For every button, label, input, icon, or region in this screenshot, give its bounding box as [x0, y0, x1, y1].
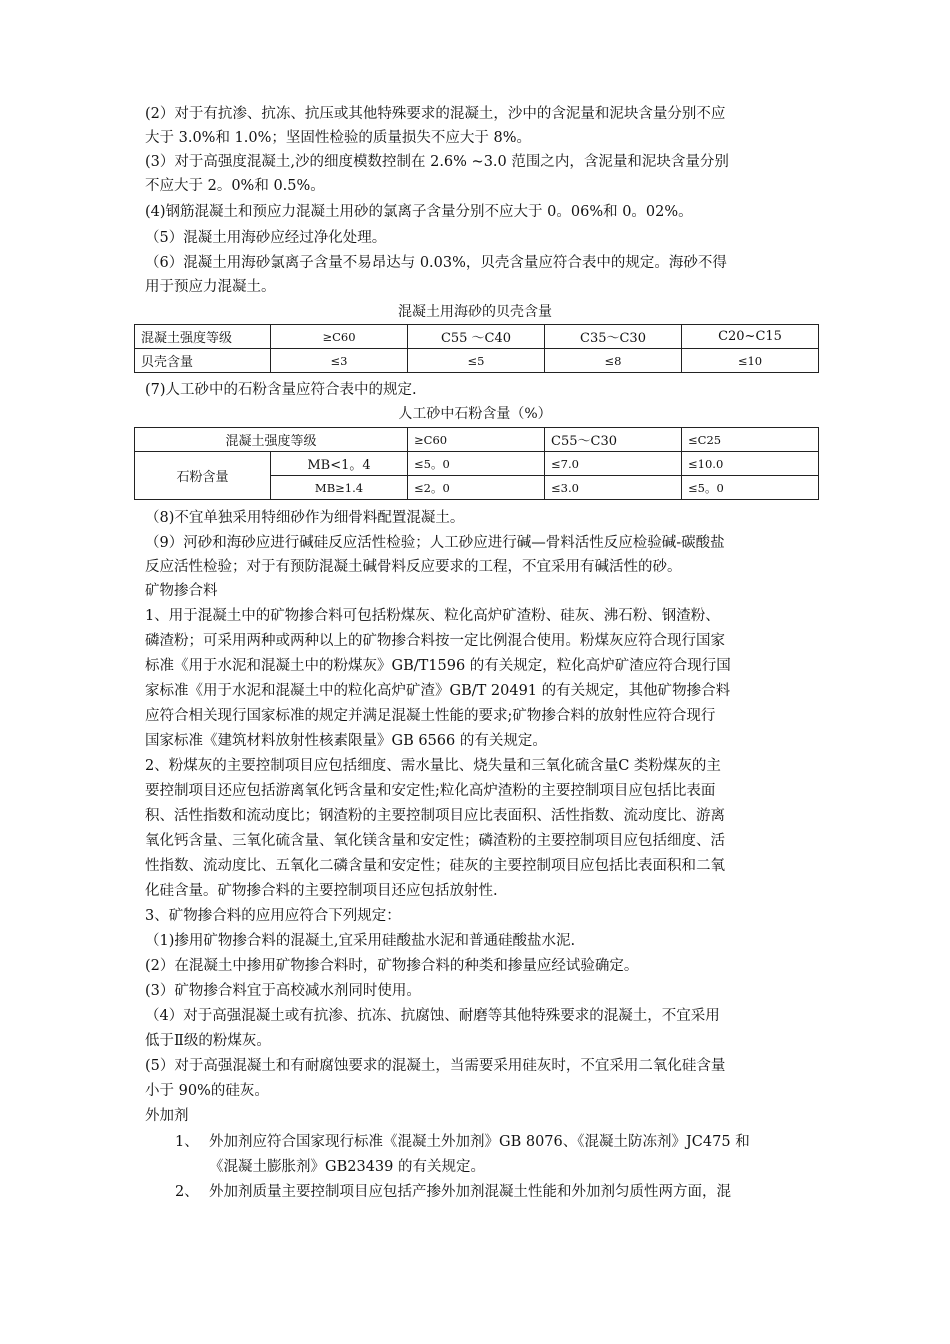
text-line: （5）混凝土用海砂应经过净化处理。 — [145, 230, 387, 246]
text-line: 标准《用于水泥和混凝土中的粉煤灰》GB/T1596 的有关规定，粒化高炉矿渣应符合现行国 — [145, 658, 731, 674]
shell-content-table — [134, 324, 819, 373]
text-line: 磷渣粉；可采用两种或两种以上的矿物掺合料按一定比例混合使用。粉煤灰应符合现行国家 — [145, 633, 725, 649]
table-cell: ≤10 — [682, 349, 819, 373]
text-line: （8)不宜单独采用特细砂作为细骨料配置混凝土。 — [145, 510, 465, 526]
table-cell: ≤3 — [271, 349, 408, 373]
text-line: 积、活性指数和流动度比；钢渣粉的主要控制项目应比表面积、活性指数、流动度比、游离 — [145, 808, 725, 824]
text-line: （6）混凝土用海砂氯离子含量不易昂达与 0.03%，贝壳含量应符合表中的规定。海砂不得 — [145, 255, 727, 271]
text-line: (7)人工砂中的石粉含量应符合表中的规定. — [145, 382, 417, 398]
table-caption: 混凝土用海砂的贝壳含量 — [398, 304, 552, 320]
table-header-cell: ≥C60 — [408, 428, 545, 452]
table-row-label: 石粉含量 — [135, 452, 271, 500]
table-header-cell: 混凝土强度等级 — [135, 428, 408, 452]
list-item-text: 外加剂质量主要控制项目应包括产掺外加剂混凝土性能和外加剂匀质性两方面，混 — [209, 1184, 731, 1200]
text-line: 用于预应力混凝土。 — [145, 279, 276, 295]
text-line: 家标准《用于水泥和混凝土中的粒化高炉矿渣》GB/T 20491 的有关规定，其他矿物掺合料 — [145, 683, 731, 699]
text-line: （4）对于高强混凝土或有抗渗、抗冻、抗腐蚀、耐磨等其他特殊要求的混凝土，不宜采用 — [145, 1008, 720, 1024]
text-line: 2、粉煤灰的主要控制项目应包括细度、需水量比、烧失量和三氧化硫含量C 类粉煤灰的主 — [145, 758, 721, 774]
section-heading: 矿物掺合料 — [145, 583, 218, 599]
table-caption: 人工砂中石粉含量（%） — [398, 406, 552, 422]
text-line: 3、矿物掺合料的应用应符合下列规定： — [145, 908, 401, 924]
table-header-cell: C55 ～C40 — [408, 325, 545, 349]
list-item-text: 《混凝土膨胀剂》GB23439 的有关规定。 — [209, 1159, 485, 1175]
text-line: 性指数、流动度比、五氧化二磷含量和安定性；硅灰的主要控制项目应包括比表面积和二氧 — [145, 858, 725, 874]
table-header-cell: C55～C30 — [545, 428, 682, 452]
text-line: 氧化钙含量、三氧化硫含量、氧化镁含量和安定性；磷渣粉的主要控制项目应包括细度、活 — [145, 833, 725, 849]
table-cell: ≤2。0 — [408, 476, 545, 500]
text-line: (3）对于高强度混凝土,沙的细度模数控制在 2.6% ~3.0 范围之内，含泥量和泥块含量分别 — [145, 154, 729, 170]
text-line: 应符合相关现行国家标准的规定并满足混凝土性能的要求;矿物掺合料的放射性应符合现行 — [145, 708, 716, 724]
table-row — [135, 349, 819, 373]
text-line: 反应活性检验；对于有预防混凝土碱骨料反应要求的工程，不宜采用有碱活性的砂。 — [145, 559, 682, 575]
table-header-row — [135, 325, 819, 349]
section-heading: 外加剂 — [145, 1108, 189, 1124]
table-header-cell: C20~C15 — [682, 325, 819, 349]
text-line: 1、用于混凝土中的矿物掺合料可包括粉煤灰、粒化高炉矿渣粉、硅灰、沸石粉、钢渣粉、 — [145, 608, 720, 624]
text-line: (4)钢筋混凝土和预应力混凝土用砂的氯离子含量分别不应大于 0。06%和 0。02%。 — [145, 204, 693, 220]
text-line: (5）对于高强混凝土和有耐腐蚀要求的混凝土，当需要采用硅灰时，不宜采用二氧化硅含量 — [145, 1058, 726, 1074]
table-header-cell: ≥C60 — [271, 325, 408, 349]
table-header-cell: C35～C30 — [545, 325, 682, 349]
text-line: 低于Ⅱ级的粉煤灰。 — [145, 1033, 271, 1049]
table-cell: ≤8 — [545, 349, 682, 373]
text-line: （1)掺用矿物掺合料的混凝土,宜采用硅酸盐水泥和普通硅酸盐水泥. — [145, 933, 576, 949]
list-item-number: 1、 — [175, 1134, 199, 1150]
table-cell: ≤7.0 — [545, 452, 682, 476]
table-cell: MB<1。4 — [271, 452, 408, 476]
text-line: 小于 90%的硅灰。 — [145, 1083, 269, 1099]
table-cell: ≤10.0 — [682, 452, 819, 476]
table-cell: ≤5 — [408, 349, 545, 373]
list-item-number: 2、 — [175, 1184, 199, 1200]
table-cell: ≤3.0 — [545, 476, 682, 500]
text-line: 要控制项目还应包括游离氧化钙含量和安定性;粒化高炉渣粉的主要控制项目应包括比表面 — [145, 783, 716, 799]
text-line: 不应大于 2。0%和 0.5%。 — [145, 178, 325, 194]
text-line: (2）在混凝土中掺用矿物掺合料时，矿物掺合料的种类和掺量应经试验确定。 — [145, 958, 639, 974]
table-row — [135, 452, 819, 476]
text-line: （9）河砂和海砂应进行碱硅反应活性检验；人工砂应进行碱—骨料活性反应检验碱-碳酸盐 — [145, 535, 725, 551]
table-header-cell: 混凝土强度等级 — [135, 325, 271, 349]
stone-powder-table — [134, 427, 819, 500]
table-header-cell: ≤C25 — [682, 428, 819, 452]
table-header-row — [135, 428, 819, 452]
table-cell: ≤5。0 — [682, 476, 819, 500]
list-item-text: 外加剂应符合国家现行标准《混凝土外加剂》GB 8076、《混凝土防冻剂》JC475 和 — [209, 1134, 750, 1150]
table-cell: 贝壳含量 — [135, 349, 271, 373]
text-line: 化硅含量。矿物掺合料的主要控制项目还应包括放射性. — [145, 883, 498, 899]
text-line: (2）对于有抗渗、抗冻、抗压或其他特殊要求的混凝土，沙中的含泥量和泥块含量分别不应 — [145, 106, 726, 122]
text-line: 大于 3.0%和 1.0%；坚固性检验的质量损失不应大于 8%。 — [145, 130, 532, 146]
table-cell: ≤5。0 — [408, 452, 545, 476]
table-cell: MB≥1.4 — [271, 476, 408, 500]
text-line: 国家标准《建筑材料放射性核素限量》GB 6566 的有关规定。 — [145, 733, 547, 749]
text-line: (3）矿物掺合料宜于高校减水剂同时使用。 — [145, 983, 421, 999]
